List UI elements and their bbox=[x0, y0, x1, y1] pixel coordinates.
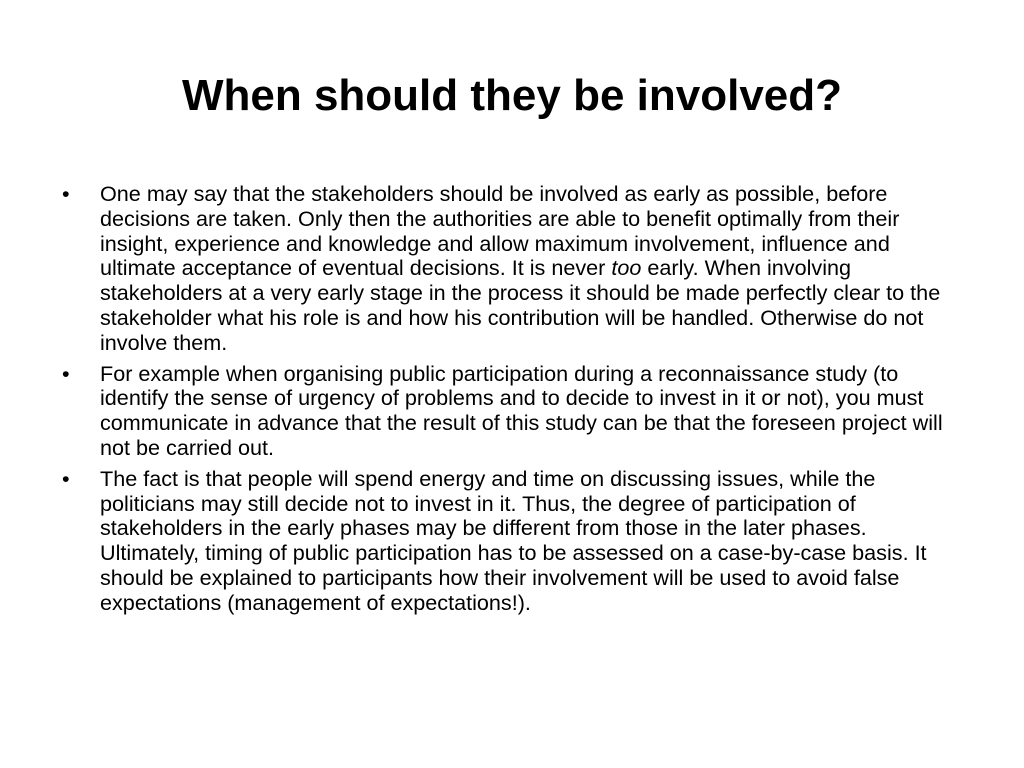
bullet-icon: • bbox=[62, 360, 70, 386]
bullet-text: The fact is that people will spend energy and time on discussing issues, while the politicians may still decide not to invest in it. Thus, the degree of participation of stakeholders in the early phases may be different from those in the later phases. Ultimately, timing of public participation has to be assessed on a case-by-case basis. It should be explained to participants how their involvement will be used to avoid false expectations (management of expectations!). bbox=[100, 465, 927, 615]
bullet-icon: • bbox=[62, 181, 70, 206]
bullet-text-part: One may say that the stakeholders should be involved as early as possible, before decisions are taken. Only then the authorities are able to benefit optimally from their insight, experience and knowledge and allow maximum involvement, influence and ultimate acceptance of eventual decisions. It is never bbox=[100, 181, 900, 281]
bullet-item-1 bbox=[62, 181, 970, 356]
bullet-icon: • bbox=[62, 465, 70, 491]
bullet-list bbox=[62, 181, 970, 622]
bullet-text-part: early. When involving stakeholders at a very early stage in the process it should be made perfectly clear to the stakeholder what his role is and how his contribution will be handled. Otherwise do not involve them. bbox=[100, 255, 941, 355]
slide-title: When should they be involved? bbox=[181, 71, 843, 120]
bullet-item-2 bbox=[62, 360, 970, 461]
bullet-item-3 bbox=[62, 465, 970, 616]
bullet-text bbox=[100, 181, 940, 355]
bullet-emphasis: too bbox=[611, 255, 642, 281]
bullet-text: For example when organising public participation during a reconnaissance study (to identify the sense of urgency of problems and to decide to invest in it or not), you must communicate in advance that the result of this study can be that the foreseen project will not be carried out. bbox=[100, 360, 943, 460]
